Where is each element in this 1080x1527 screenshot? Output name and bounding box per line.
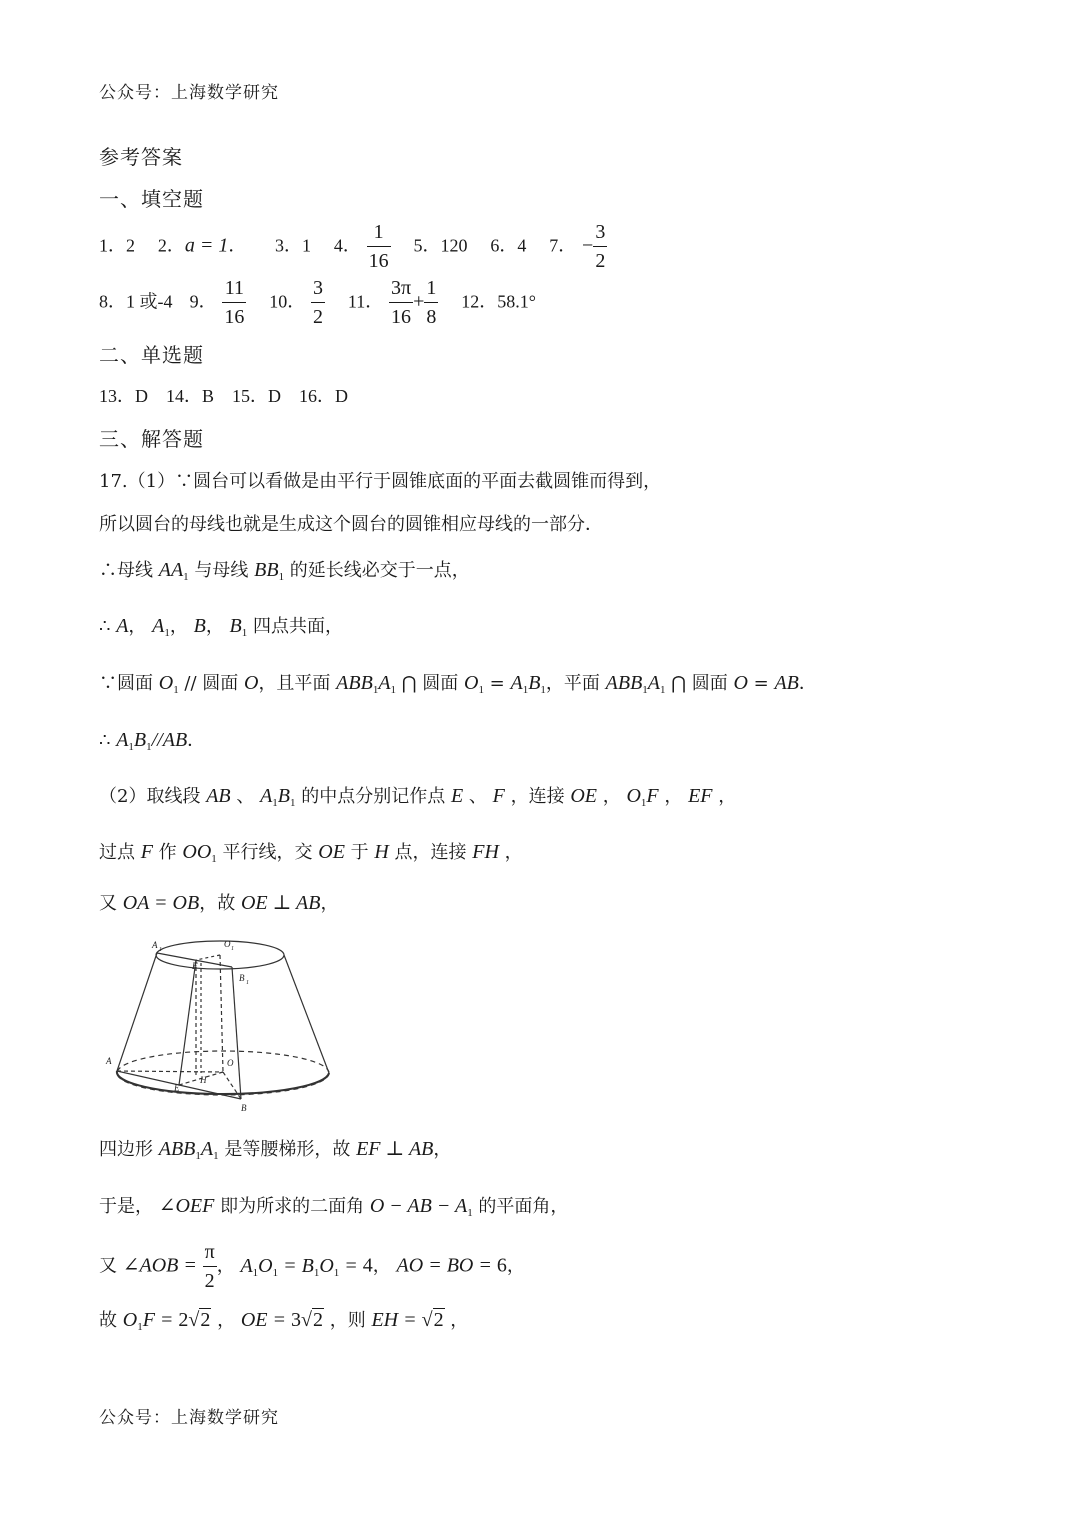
- label-B1: B: [239, 973, 245, 983]
- label-A: A: [106, 1056, 112, 1066]
- svg-text:1: 1: [159, 947, 162, 953]
- solution-line-9: 又 OA = OB，故 OE ⊥ AB，: [99, 892, 339, 914]
- section-choice-heading: 二、单选题: [99, 343, 204, 367]
- fraction: $\frac{1}{8}$: [424, 274, 438, 331]
- solution-line-8: 过点 F 作 $OO_1$ 平行线，交 OE 于 H 点，连接 FH ，: [99, 841, 523, 865]
- label-A1: A: [152, 940, 158, 950]
- solution-line-13: 故 $O_1F = 2√2$ ， OE = 3√2 ，则 EH = √2 ，: [99, 1309, 469, 1333]
- solution-line-5: ∵圆面 $O_1$ // 圆面 O，且平面 $ABB_1A_1$ ⋂ 圆面 $O_1 = A_1B_1$，平面 $ABB_1A_1$ ⋂ 圆面 O = AB．: [99, 672, 817, 696]
- svg-text:1: 1: [231, 946, 234, 952]
- section-fill-heading: 一、填空题: [99, 187, 204, 211]
- fraction: $\frac{1}{16}$: [367, 218, 391, 275]
- solution-line-10: 四边形 $ABB_1A_1$ 是等腰梯形，故 EF ⊥ AB，: [99, 1138, 452, 1162]
- fraction: $\frac{3}{2}$: [593, 218, 607, 275]
- svg-text:1: 1: [246, 980, 249, 986]
- label-O1: O: [224, 939, 231, 949]
- section-solve-heading: 三、解答题: [99, 427, 204, 451]
- fraction: $\frac{3\pi}{16}$: [389, 274, 413, 331]
- page-footer: 公众号：上海数学研究: [99, 1408, 279, 1428]
- label-O: O: [227, 1058, 234, 1068]
- label-B: B: [241, 1103, 247, 1113]
- solution-line-6: ∴ $A_1B_1//AB$．: [99, 729, 206, 753]
- solution-line-4: ∴ A， $A_1$， B， $B_1$ 四点共面，: [99, 615, 343, 639]
- fraction: $\frac{3}{2}$: [311, 274, 325, 331]
- solution-line-11: 于是， ∠OEF 即为所求的二面角 O − AB − $A_1$ 的平面角，: [99, 1195, 569, 1219]
- fill-answers-row-1: 1．2 2．a = 1． 3．1 4． $\frac{1}{16}$ 5．120 6．4 7． − $\frac{3}{2}$: [99, 218, 607, 275]
- page-title: 参考答案: [99, 145, 183, 169]
- solution-line-7: （2）取线段 AB 、 $A_1B_1$ 的中点分别记作点 E 、 F ，连接 OE ， $O_1F$ ， EF ，: [99, 785, 737, 809]
- label-H: H: [200, 1075, 207, 1085]
- frustum-figure: [104, 933, 344, 1113]
- solution-line-1: 17.（1）∵圆台可以看做是由平行于圆锥底面的平面去截圆锥而得到，: [99, 471, 662, 492]
- fill-answers-row-2: 8．1 或-4 9． $\frac{11}{16}$ 10． $\frac{3}{2}$ 11． $\frac{3\pi}{16}$ + $\frac{1}{8}$ 12．58.1°: [99, 274, 536, 331]
- page-header: 公众号：上海数学研究: [99, 83, 279, 103]
- solution-line-2: 所以圆台的母线也就是生成这个圆台的圆锥相应母线的一部分．: [99, 514, 603, 535]
- choice-answers: 13．D 14．B 15．D 16．D: [99, 386, 349, 406]
- solution-line-3: ∴母线 $AA_1$ 与母线 $BB_1$ 的延长线必交于一点，: [99, 559, 470, 583]
- fraction: $\frac{11}{16}$: [222, 274, 246, 331]
- label-F: F: [192, 961, 198, 971]
- label-E: E: [174, 1083, 180, 1093]
- solution-line-12: 又 ∠AOB = $\frac{\pi}{2}$ ， $A_1O_1 = B_1O_1 = 4$， AO = BO = 6，: [99, 1238, 525, 1295]
